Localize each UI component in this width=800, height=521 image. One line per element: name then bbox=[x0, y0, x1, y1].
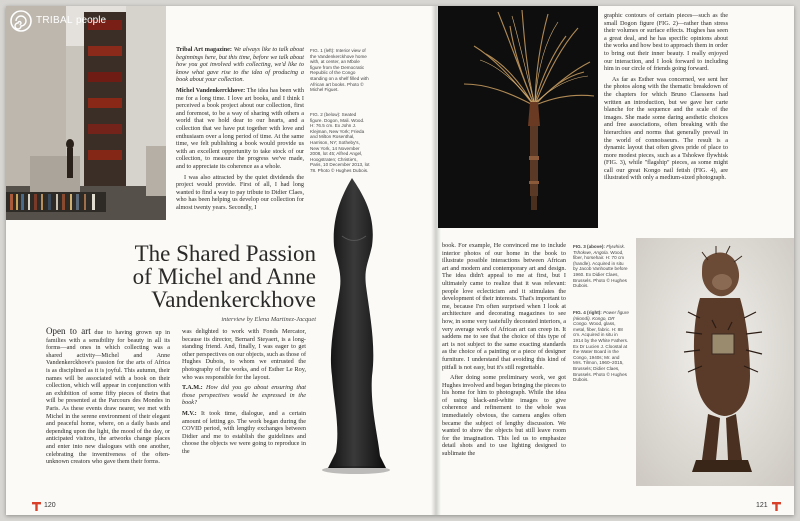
flywhisk-photo bbox=[438, 6, 598, 228]
col2-q-text: How did you go about ensuring that those perspectives would be expressed in the book? bbox=[182, 384, 307, 407]
title-line-2: of Michel and Anne bbox=[132, 264, 316, 289]
caption-fig4-text: Wood, glass, metal, fiber, fabric. H: 88 cm. Acquired in situ in 1914 by the White Fathers. Ex Dr Lucien J. Cloostal at the Water Board in the Congo, 1940s; Mr. and Mrs. Tilmon, 1960–2015, Brussels; Didier Claes, Brussels. bbox=[573, 321, 629, 377]
caption-fig3-credit: Photo © Hughes Dubois. bbox=[573, 277, 627, 289]
magazine-spread bbox=[6, 6, 794, 515]
body-column-4 bbox=[604, 12, 728, 185]
body-column-3 bbox=[442, 242, 566, 461]
col2-question bbox=[182, 384, 306, 407]
body-column-1 bbox=[46, 328, 170, 469]
caption-fig3-title: Flywhisk. Tshokwe, Angola. bbox=[573, 244, 626, 255]
caption-fig3-text: Wood, fiber, horsehair. H: 70 cm (handle). Acquired in situ by Jacob Vanhoutte before 1960. Ex Didier Claes, Brussels. bbox=[573, 249, 628, 283]
intro-a-label: Michel Vandenkerckhove: bbox=[176, 86, 246, 94]
t-logo-left-icon bbox=[32, 502, 41, 511]
t-logo-right-icon bbox=[772, 502, 781, 511]
col4-paragraph-1: graphic contours of certain pieces—such as the small Dogon figure (FIG. 2)—rather than stress their volumes or surface effects. Hughes has seen a great deal, and he has specific opinions about the works and how best to approach them in order to bring out their inner beauty. I really enjoyed our interaction, and I look forward to including him in our circle of friends going forward. bbox=[604, 12, 728, 73]
caption-fig4-credit: Photo © Hughes Dubois. bbox=[573, 371, 627, 383]
nkondi-figure-art bbox=[636, 238, 794, 486]
col3-paragraph-2: After doing some preliminary work, we got Hughes involved and began bringing the pieces to his home for him to photograph. While the idea of using black-and-white images to give coherence and refinement to the whole was immediately obvious, the camera angles often became the subject of lengthy discussion. We wanted to show the objects but still leave room for the imagination. This led us to emphasize detail shots and to use lighting designed to sublimate the bbox=[442, 374, 566, 458]
interior-photo-art bbox=[6, 6, 166, 220]
intro-q-text: We always like to talk about beginnings here, but this time, before we talk about how you got involved with collecting, we'd like to know what gave rise to the idea of producing a book about your collection. bbox=[176, 46, 305, 84]
spiral-logo-icon bbox=[10, 10, 32, 32]
caption-fig3 bbox=[573, 244, 629, 289]
col2-answer bbox=[182, 410, 306, 456]
page-number-right: 121 bbox=[756, 502, 768, 509]
col2-q-label: T.A.M.: bbox=[182, 384, 203, 392]
flywhisk-photo-art bbox=[438, 6, 598, 228]
caption-fig4-label: FIG. 4 (right): bbox=[573, 310, 602, 315]
caption-fig2-credit: Photo © Hughes Dubois. bbox=[317, 167, 369, 173]
nkondi-figure-photo bbox=[636, 238, 794, 486]
col1-dropcap: Open to art bbox=[46, 326, 91, 336]
article-title bbox=[36, 242, 316, 311]
col3-paragraph-1: book. For example, He convinced me to include interior photos of our home in the book to illustrate possible interactions between African art and modern and contemporary art and design. The idea didn't appeal to me at first, but I ultimately came to realize that it was relevant: people love eclecticism and it stimulates the development of their interests. That's important to me, because I'm often surprised when I look at architecture and decorating magazines to see how, in some very tastefully decorated interiors, a very average work of African art can creep in. It saddens me to see that the choice of this type of art is not subject to the same exacting standards as the choice of a painting or a piece of designer furniture. I understand that avoiding this kind of pitfall is not easy, but it's still regrettable. bbox=[442, 242, 566, 371]
caption-fig1-text: FIG. 1 (left): Interior view of the Vandenkerckhove home with, at center, an Mbole figure from the Democratic Republic of the Congo standing on a shelf filled with African art books. bbox=[310, 48, 369, 87]
interior-photo bbox=[6, 6, 166, 220]
caption-fig1-credit: Photo © Michel Figuet. bbox=[310, 81, 364, 93]
intro-column bbox=[176, 46, 304, 214]
section-title: TRIBAL bbox=[36, 15, 73, 26]
caption-fig2 bbox=[310, 112, 370, 174]
title-line-1: The Shared Passion bbox=[134, 241, 316, 266]
body-column-2 bbox=[182, 328, 306, 459]
col2-paragraph-1: was delighted to work with Fonds Mercator, because its director, Bernard Steyaert, is a long-standing friend. And, finally, I was eager to get other perspectives on our objects, such as those of Hughes Dubois, to whom we entrusted the photography of the works, and of Esther Le Roy, who was responsible for the layout. bbox=[182, 328, 306, 381]
byline: interview by Elena Martinez-Jacquet bbox=[221, 316, 316, 323]
page-number-left: 120 bbox=[44, 502, 56, 509]
section-subtitle: people bbox=[76, 15, 107, 26]
caption-fig4 bbox=[573, 310, 629, 383]
caption-fig1 bbox=[310, 48, 370, 93]
caption-fig3-label: FIG. 3 (above): bbox=[573, 244, 605, 249]
section-header bbox=[10, 10, 130, 34]
caption-fig2-text: FIG. 2 (below): Seated figure. Dogon, Mali. Wood. H: 76.5 cm. Ex John J. Klejman, New York; Frieda and Milton Rosenthal, Harrison, NY; Sotheby's, New York, 14 November 2008, lot 45; Alfred Angel, Hoogstraten; Christie's, Paris, 10 December 2013, lot 78. bbox=[310, 112, 370, 173]
title-line-3: Vandenkerckhove bbox=[151, 287, 316, 312]
intro-a-text: The idea has been with me for a long time. I love art books, and I think I perceived a book project about our collection, first and foremost, to be a way of sharing with others a world that we hold dear to our hearts, and a collection that we have put together with love and enthusiasm over a long period of time. At the same time, we felt publishing a book would provide us with an excellent opportunity to take stock of our collection, to measure the progress we've made, and to appreciate its coherence as a whole. bbox=[176, 86, 304, 170]
intro-q-label: Tribal Art magazine: bbox=[176, 46, 232, 53]
col2-a-label: M.V.: bbox=[182, 409, 197, 417]
col2-a-text: It took time, dialogue, and a certain amount of letting go. The work began during the COVID period, with lengthy exchanges between Didier and me to establish the guidelines and choose the objects we were going to reproduce in the bbox=[182, 409, 306, 455]
col1-paragraph bbox=[46, 328, 170, 466]
dogon-figure-photo bbox=[306, 176, 402, 476]
intro-paragraph-2: I was also attracted by the quiet dividends the project would provide. First of all, I had long wanted to find a way to pay tribute to Didier Claes, who has been helping us develop our collection for almost twenty years. Secondly, I bbox=[176, 173, 304, 211]
col4-paragraph-2: As far as Esther was concerned, we sent her the photos along with the thematic breakdown of the chapters for which Bruno Claessens had written an introduction, but we gave her carte blanche for the sequence and the scale of the images. She made some daring aesthetic choices and free associations, often breaking with the hierarchies and norms that generally prevail in the world of connoisseurs. The result is a dynamic layout that often gives pride of place to more modest pieces, such as a Tshokwe flywhisk (FIG. 3), while "flagship" pieces, as some might call our great Kongo nail fetish (FIG. 4), are illustrated with only a medium-sized photograph. bbox=[604, 75, 728, 182]
col1-text: due to having grown up in families with a sensibility for beauty in all its forms—and ones in which collecting was a shared activity—Michel and Anne Vandenkerckhove's passion for the arts of Africa is as disciplined as it is joyful. This autumn, their names will be associated with a book on their collection, which will appear in conjunction with an exhibition of some fifty pieces of theirs that will be presented at the Parcours des Mondes in Paris. As these events draw nearer, we met with Michel in the serene environment of their elegant and peaceful home, where, on a daily basis and depending upon the light, the mood of the day, or anticipated visitors, the artworks change places and enter into new dialogues with one another, celebrating the inventiveness of the often-unknown creators who gave them their forms. bbox=[46, 329, 170, 466]
intro-question bbox=[176, 46, 304, 84]
intro-answer bbox=[176, 87, 304, 171]
spread-gutter bbox=[431, 6, 441, 515]
caption-fig4-title: Power figure (nkondi). Kongo, DR Congo. bbox=[573, 310, 629, 327]
